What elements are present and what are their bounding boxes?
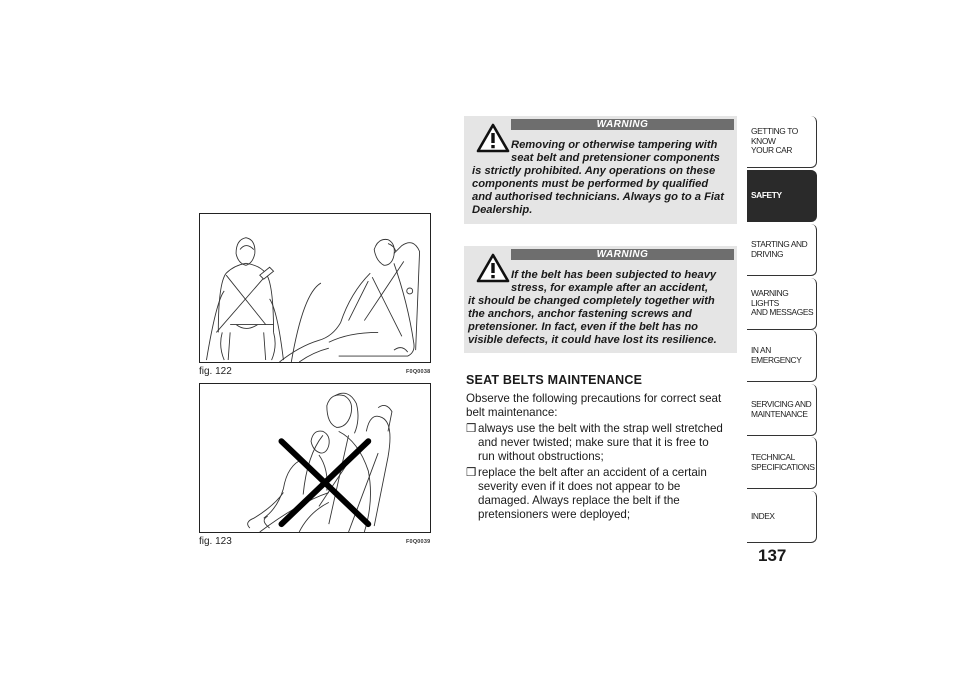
tab-label: AND MESSAGES bbox=[751, 307, 814, 318]
bullet-line: run without obstructions; bbox=[478, 450, 604, 463]
warning-title: WARNING bbox=[511, 119, 734, 130]
figure-123-illustration bbox=[199, 383, 431, 533]
tab-label: SAFETY bbox=[751, 189, 782, 200]
tab-label: YOUR CAR bbox=[751, 145, 793, 156]
tab-getting-to-know-your-car[interactable] bbox=[747, 116, 817, 168]
figure-123-code: F0Q0039 bbox=[406, 539, 431, 545]
tab-safety[interactable] bbox=[747, 170, 817, 222]
bullet-line: damaged. Always replace the belt if the bbox=[478, 494, 680, 507]
warning-line: Removing or otherwise tampering with bbox=[511, 139, 718, 151]
tab-warning-lights-and-messages[interactable] bbox=[747, 278, 817, 330]
tab-label: SPECIFICATIONS bbox=[751, 461, 815, 472]
warning-box-belt-stress bbox=[464, 246, 737, 353]
tab-technical-specifications[interactable] bbox=[747, 437, 817, 489]
tab-index[interactable] bbox=[747, 491, 817, 543]
tab-label: TECHNICAL bbox=[751, 452, 795, 462]
figure-122-illustration bbox=[199, 213, 431, 363]
section-title: SEAT BELTS MAINTENANCE bbox=[466, 373, 643, 387]
tab-label: INDEX bbox=[751, 510, 775, 521]
tab-label: SERVICING AND bbox=[751, 399, 812, 409]
page-number: 137 bbox=[758, 546, 787, 565]
warning-line: Dealership. bbox=[472, 204, 533, 216]
bullet-icon: ❒ bbox=[466, 466, 477, 479]
bullet-line: replace the belt after an accident of a certain bbox=[478, 466, 707, 479]
child-on-lap-prohibited-drawing bbox=[200, 384, 430, 532]
warning-line: stress, for example after an accident, bbox=[511, 282, 709, 294]
tab-label: GETTING TO KNOW bbox=[751, 126, 798, 146]
figure-123-caption: fig. 123 bbox=[199, 536, 232, 547]
bullet-line: severity even if it does not appear to be bbox=[478, 480, 681, 493]
warning-line: components must be performed by qualified bbox=[472, 178, 709, 190]
intro-line: Observe the following precautions for correct seat bbox=[466, 392, 722, 405]
tab-starting-and-driving[interactable] bbox=[747, 224, 817, 276]
warning-line: it should be changed completely together with bbox=[468, 295, 715, 307]
tab-label: DRIVING bbox=[751, 248, 784, 259]
prohibited-x-icon bbox=[281, 441, 368, 524]
tab-label: WARNING LIGHTS bbox=[751, 288, 789, 308]
warning-line: pretensioner. In fact, even if the belt has no bbox=[468, 321, 699, 333]
warning-line: seat belt and pretensioner components bbox=[511, 152, 720, 164]
tab-label: STARTING AND bbox=[751, 239, 808, 249]
tab-in-an-emergency[interactable] bbox=[747, 330, 817, 382]
front-and-side-belt-drawing bbox=[200, 214, 430, 362]
tab-label: MAINTENANCE bbox=[751, 408, 808, 419]
warning-triangle-icon bbox=[476, 253, 510, 283]
warning-title: WARNING bbox=[511, 249, 734, 260]
tab-label: IN AN EMERGENCY bbox=[751, 345, 802, 365]
tab-servicing-and-maintenance[interactable] bbox=[747, 384, 817, 436]
warning-line: visible defects, it could have lost its resilience. bbox=[468, 334, 717, 346]
bullet-line: always use the belt with the strap well stretched bbox=[478, 422, 723, 435]
figure-122-code: F0Q0038 bbox=[406, 369, 431, 375]
warning-triangle-icon bbox=[476, 123, 510, 153]
intro-line: belt maintenance: bbox=[466, 406, 558, 419]
warning-line: If the belt has been subjected to heavy bbox=[511, 269, 717, 281]
bullet-icon: ❒ bbox=[466, 422, 477, 435]
bullet-line: and never twisted; make sure that it is free to bbox=[478, 436, 709, 449]
warning-line: and authorised technicians. Always go to a Fiat bbox=[472, 191, 724, 203]
warning-line: is strictly prohibited. Any operations on these bbox=[472, 165, 716, 177]
figure-122-caption: fig. 122 bbox=[199, 366, 232, 377]
bullet-line: pretensioners were deployed; bbox=[478, 508, 631, 521]
warning-line: the anchors, anchor fastening screws and bbox=[468, 308, 692, 320]
warning-box-tampering bbox=[464, 116, 737, 224]
